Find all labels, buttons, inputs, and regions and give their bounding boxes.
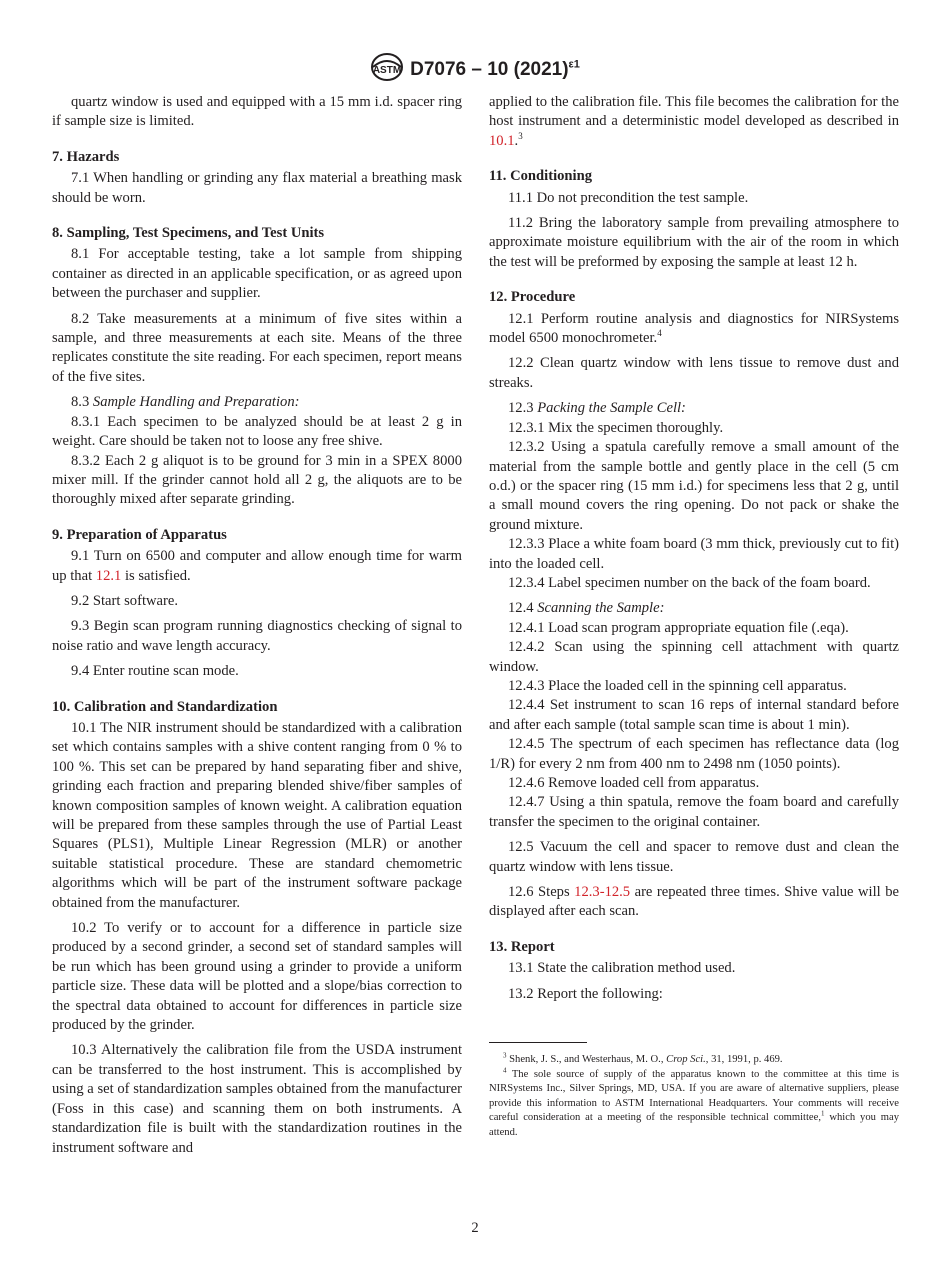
italic-text: Packing the Sample Cell: [537, 400, 686, 417]
paragraph [52, 310, 462, 388]
paragraph [489, 883, 899, 922]
paragraph [489, 574, 899, 593]
text-run: 12.3.3 Place a white foam board (3 mm thick, previously cut to fit) into the loaded cell. [489, 536, 899, 572]
footnotes [489, 1053, 899, 1141]
section-heading [52, 526, 462, 545]
paragraph [489, 189, 899, 208]
paragraph [489, 214, 899, 272]
text-run: 10.1 The NIR instrument should be standardized with a calibration set which contains samples with a shive content ranging from 0 % to 100 %. This set can be prepared by hand separating fiber and shive, grinding each fraction and preparing blended shive/fiber samples of known composition samples of known weight. A calibration equation will be prepared from these samples through the use of Partial Least Squares (PLS1), Multiple Linear Regression (MLR) or another suitable statistical procedure. These are standard chemometric algorithms which will be part of the instrument software package obtained from the manufacturer. [52, 719, 462, 911]
text-run: 12.4.7 Using a thin spatula, remove the foam board and carefully transfer the specimen to the original container. [489, 794, 899, 830]
section-link[interactable]: 12.5 [604, 884, 631, 901]
paragraph [489, 793, 899, 832]
paragraph [489, 959, 899, 978]
text-run: 9.4 Enter routine scan mode. [71, 663, 239, 680]
text-run: , 31, 1991, p. 469. [705, 1054, 783, 1066]
text-run: 12.3.1 Mix the specimen thoroughly. [508, 419, 724, 436]
paragraph [489, 399, 899, 418]
section-heading [489, 288, 899, 307]
text-run: 11.1 Do not precondition the test sample. [508, 189, 749, 206]
paragraph [52, 1041, 462, 1157]
text-run: 9.1 Turn on 6500 and computer and allow enough time for warm up that [52, 548, 462, 584]
section-link[interactable]: - [599, 884, 605, 901]
left-column [52, 93, 462, 1158]
paragraph [489, 310, 899, 349]
text-run: 9. Preparation of Apparatus [52, 526, 227, 543]
italic-text: Scanning the Sample: [537, 600, 665, 617]
section-heading [52, 148, 462, 167]
paragraph [489, 638, 899, 677]
footnote-divider [489, 1042, 587, 1043]
text-run: 11. Conditioning [489, 168, 593, 185]
section-heading [489, 167, 899, 186]
paragraph [52, 413, 462, 452]
paragraph [52, 393, 462, 412]
text-run: 12.4.4 Set instrument to scan 16 reps of internal standard before and after each sample (total sample scan time is about 1 min). [489, 697, 899, 733]
footnote-ref: 4 [657, 328, 662, 339]
text-run: 13.2 Report the following: [508, 985, 663, 1002]
text-run: . [514, 132, 519, 149]
italic-text: Sample Handling and Preparation: [92, 394, 300, 411]
paragraph [489, 838, 899, 877]
text-run: is satisfied. [121, 567, 191, 584]
text-run: 12.4.3 Place the loaded cell in the spinning cell apparatus. [508, 677, 847, 694]
footnote [489, 1053, 899, 1068]
text-run: 12.4.2 Scan using the spinning cell attachment with quartz window. [489, 639, 899, 675]
text-run: 12.2 Clean quartz window with lens tissue to remove dust and streaks. [489, 355, 899, 391]
paragraph [489, 619, 899, 638]
astm-logo-icon [370, 52, 404, 88]
italic-text: Crop Sci. [666, 1054, 706, 1066]
designation-superscript: ε1 [568, 58, 580, 71]
text-run: 12.3 [508, 400, 538, 417]
text-run: 9.3 Begin scan program running diagnostics checking of signal to noise ratio and wave length accuracy. [52, 618, 462, 654]
paragraph [489, 354, 899, 393]
text-run: 11.2 Bring the laboratory sample from prevailing atmosphere to approximate moisture equilibrium with the air of the room in which the test will be preformed by exposing the sample at least 12 h. [489, 215, 899, 270]
section-heading [52, 224, 462, 243]
text-run: applied to the calibration file. This file becomes the calibration for the host instrument and a deterministic model developed as described in [489, 94, 899, 130]
text-run: 12.3.4 Label specimen number on the back of the foam board. [508, 574, 871, 591]
section-link[interactable]: 10.1 [489, 132, 515, 149]
footnote-ref: 4 [503, 1066, 507, 1075]
paragraph [52, 169, 462, 208]
page-number: 2 [471, 1220, 479, 1236]
right-column [489, 93, 899, 1141]
text-run: 12.4.1 Load scan program appropriate equation file (.eqa). [508, 619, 849, 636]
paragraph [489, 93, 899, 151]
text-run: 12.4.6 Remove loaded cell from apparatus. [508, 775, 760, 791]
paragraph [52, 93, 462, 132]
text-run: 12.5 Vacuum the cell and spacer to remove dust and clean the quartz window with lens tissue. [489, 839, 899, 875]
text-run: 9.2 Start software. [71, 592, 178, 609]
text-run: The sole source of supply of the apparatus known to the committee at this time is NIRSystems Inc., Silver Springs, MD, USA. If you are aware of alternative suppliers, please provide this information to ASTM International Headquarters. Your comments will receive careful consideration at a meeting of the responsible technical committee, [489, 1068, 899, 1124]
paragraph [489, 677, 899, 696]
text-run: 12.1 Perform routine analysis and diagnostics for NIRSystems model 6500 monochrometer. [489, 310, 899, 347]
text-run: 8.1 For acceptable testing, take a lot sample from shipping container as directed in an applicable specification, or as agreed upon between the purchaser and supplier. [52, 246, 462, 302]
section-heading [489, 938, 899, 957]
text-run: Shenk, J. S., and Westerhaus, M. O., [506, 1054, 667, 1066]
text-run: 7. Hazards [52, 148, 120, 165]
text-run: 8.3.2 Each 2 g aliquot is to be ground for 3 min in a SPEX 8000 mixer mill. If the grinder cannot hold all 2 g, the aliquots are to be thoroughly mixed after separate grinding. [52, 452, 462, 508]
paragraph [489, 985, 899, 1004]
paragraph [52, 245, 462, 303]
paragraph [489, 535, 899, 574]
text-run: 13.1 State the calibration method used. [508, 960, 736, 977]
text-run: 7.1 When handling or grinding any flax material a breathing mask should be worn. [52, 170, 462, 206]
paragraph [489, 696, 899, 735]
paragraph [489, 735, 899, 774]
text-run: 12. Procedure [489, 289, 576, 306]
paragraph [52, 662, 462, 681]
paragraph [489, 438, 899, 535]
paragraph [52, 547, 462, 586]
paragraph [52, 452, 462, 510]
section-heading [52, 698, 462, 717]
text-run: 12.4 [508, 600, 538, 617]
text-run: 12.3.2 Using a spatula carefully remove a small amount of the material from the sample bottle and gently place in the cell (5 cm o.d.) or the spacer ring (15 mm i.d.) for specimens less that 2 g, until a small mound covers the ring opening. Do not pack or shake the ground mixture. [489, 439, 899, 533]
footnote-ref: 3 [518, 130, 523, 141]
footnote [489, 1068, 899, 1141]
text-run: 8.3.1 Each specimen to be analyzed should be at least 2 g in weight. Care should be taken not to loose any free shive. [52, 413, 462, 450]
svg-text:ASTM: ASTM [372, 65, 402, 76]
paragraph [489, 599, 899, 618]
document-designation: D7076 – 10 (2021) [410, 59, 569, 81]
text-run: 13. Report [489, 938, 555, 955]
section-link[interactable]: 12.1 [95, 567, 122, 584]
paragraph [52, 919, 462, 1035]
text-run: 10.3 Alternatively the calibration file from the USDA instrument can be transferred to the host instrument. This is accomplished by using a set of standardization samples obtained from the manufacturer (Foss in this case) and scanning them on both instruments. A standardization file is built with the standardization routines in the instrument software and [52, 1042, 462, 1156]
text-run: 8.3 [71, 394, 93, 411]
paragraph [52, 719, 462, 913]
section-link[interactable]: 12.3 [574, 884, 600, 901]
text-run: 8. Sampling, Test Specimens, and Test Units [52, 225, 325, 242]
text-run: 8.2 Take measurements at a minimum of five sites within a sample, and three measurements at each site. Means of the three replicates constitute the site reading. For each specimen, report means of the five sites. [52, 310, 462, 385]
footnote-ref: 3 [503, 1051, 507, 1060]
text-run: 10.2 To verify or to account for a difference in particle size produced by a second grinder, a second set of standard samples will be run which has been ground using a grinder to provide a uniform particle size. These data will be plotted and a slope/bias correction to the spectral data obtained to account for differences in particle size produced by the grinder. [52, 920, 462, 1034]
text-run: 10. Calibration and Standardization [52, 698, 278, 715]
page-header [0, 52, 950, 88]
footnote-ref: 1 [821, 1109, 825, 1118]
text-run: which you may attend. [489, 1112, 899, 1139]
text-run: 12.4.5 The spectrum of each specimen has reflectance data (log 1/R) for every 2 nm from 400 nm to 2498 nm (1050 points). [489, 736, 899, 772]
paragraph [489, 419, 899, 438]
paragraph [52, 617, 462, 656]
text-run: quartz window is used and equipped with a 15 mm i.d. spacer ring if sample size is limited. [52, 94, 462, 130]
paragraph [489, 774, 899, 793]
text-run: are repeated three times. Shive value will be displayed after each scan. [489, 884, 899, 920]
text-run: 12.6 Steps [508, 884, 575, 901]
paragraph [52, 592, 462, 611]
